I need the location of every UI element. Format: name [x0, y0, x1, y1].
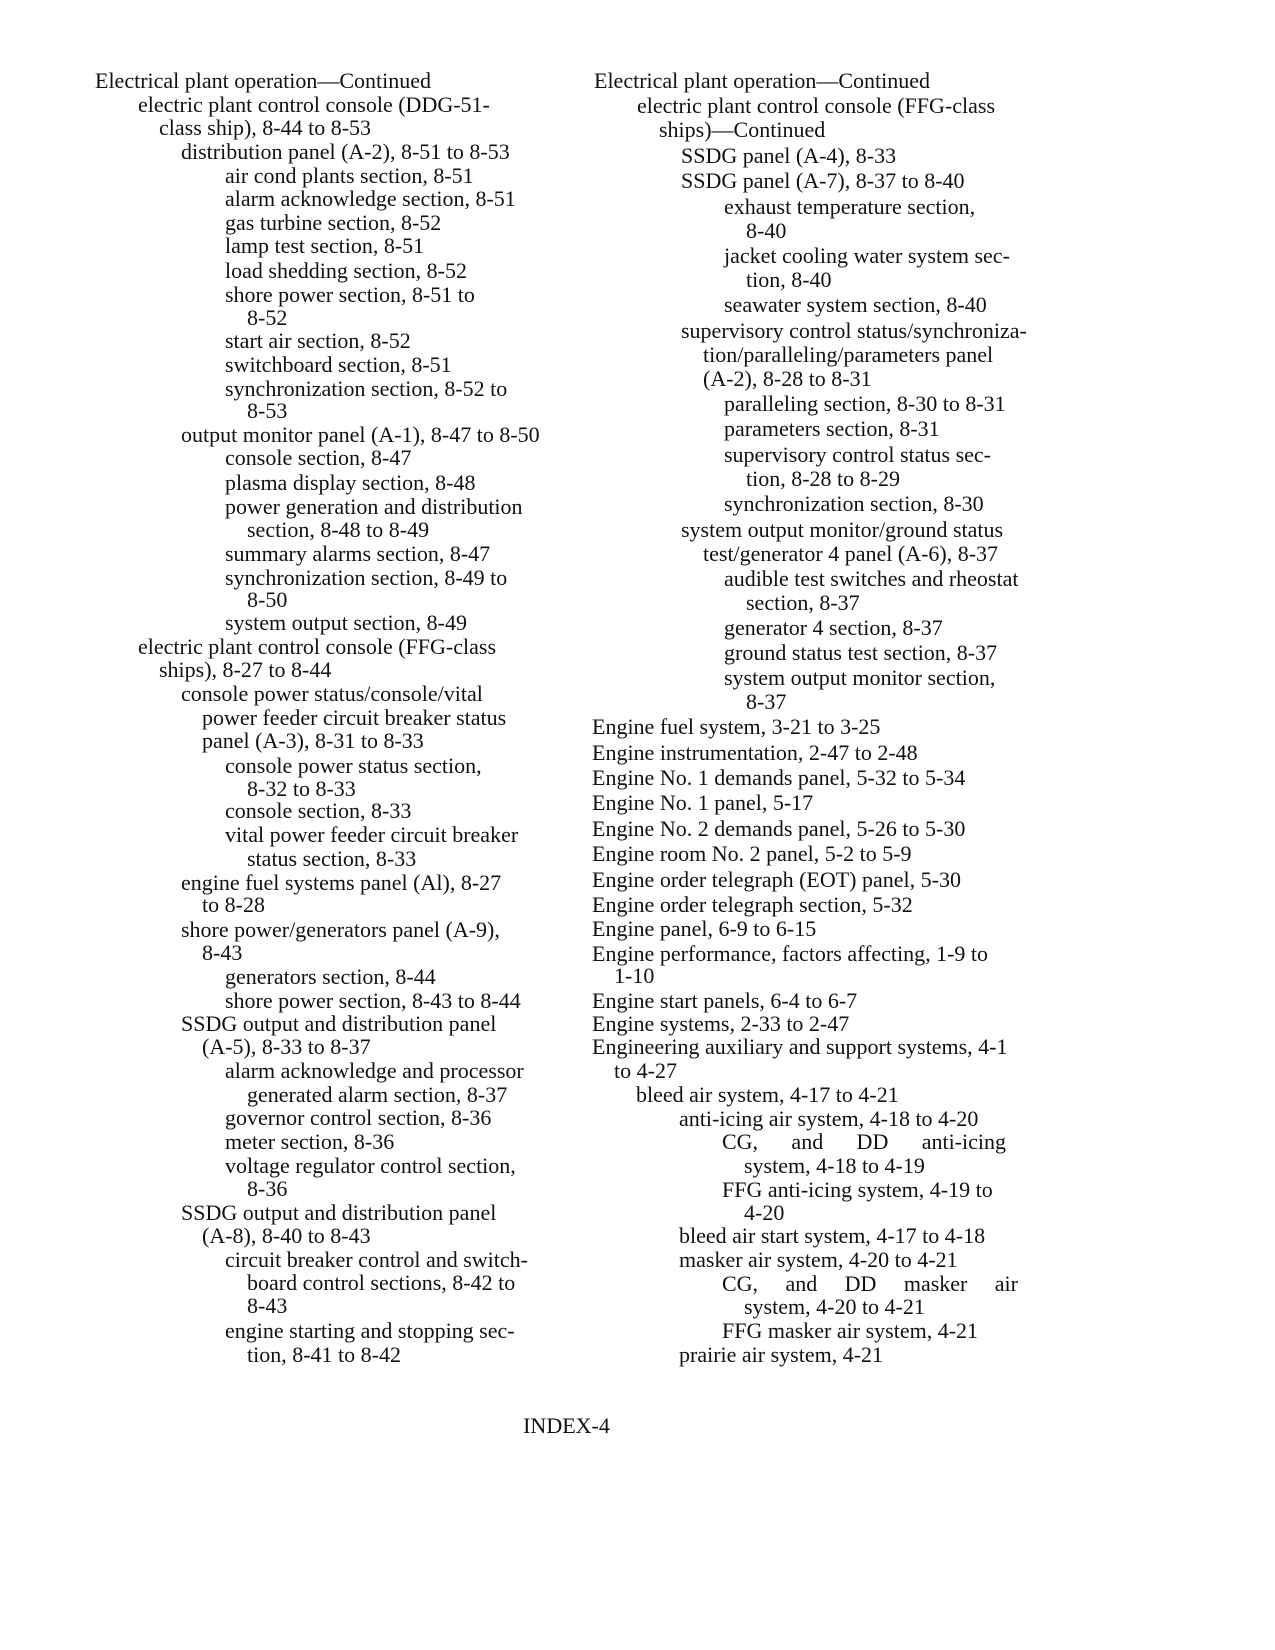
index-entry: jacket cooling water system sec-: [724, 243, 1010, 268]
index-entry: 8-53: [247, 398, 288, 423]
index-entry: class ship), 8-44 to 8-53: [159, 115, 372, 140]
index-entry: section, 8-37: [746, 590, 860, 615]
index-entry: start air section, 8-52: [225, 328, 411, 353]
index-entry: ships), 8-27 to 8-44: [159, 657, 332, 682]
index-entry: tion, 8-28 to 8-29: [746, 466, 900, 491]
index-entry: (A-8), 8-40 to 8-43: [202, 1223, 371, 1248]
index-entry: masker air system, 4-20 to 4-21: [679, 1247, 958, 1272]
index-entry: SSDG panel (A-4), 8-33: [681, 143, 897, 168]
index-entry: system output monitor/ground status: [681, 517, 1004, 542]
index-entry: panel (A-3), 8-31 to 8-33: [202, 728, 424, 753]
index-entry: (A-2), 8-28 to 8-31: [703, 366, 872, 391]
index-entry: governor control section, 8-36: [225, 1105, 492, 1130]
index-entry: lamp test section, 8-51: [225, 233, 425, 258]
index-entry: electric plant control console (DDG-51-: [138, 92, 490, 117]
index-entry: 8-32 to 8-33: [247, 776, 356, 801]
index-entry: power feeder circuit breaker status: [202, 705, 507, 730]
index-entry: console section, 8-33: [225, 798, 412, 823]
index-entry: console section, 8-47: [225, 445, 412, 470]
page-number: INDEX-4: [523, 1413, 610, 1438]
index-entry: Engineering auxiliary and support systems, 4-1: [592, 1034, 1008, 1059]
index-entry: paralleling section, 8-30 to 8-31: [724, 391, 1006, 416]
index-entry: electric plant control console (FFG-class: [637, 93, 996, 118]
index-entry: synchronization section, 8-52 to: [225, 376, 508, 401]
index-entry: system, 4-20 to 4-21: [744, 1294, 925, 1319]
index-entry: bleed air start system, 4-17 to 4-18: [679, 1223, 986, 1248]
index-entry: FFG anti-icing system, 4-19 to: [722, 1177, 993, 1202]
index-entry: generators section, 8-44: [225, 964, 436, 989]
index-entry: generator 4 section, 8-37: [724, 615, 943, 640]
index-entry: plasma display section, 8-48: [225, 470, 476, 495]
index-entry: Engine No. 1 panel, 5-17: [592, 790, 814, 815]
index-entry: tion, 8-41 to 8-42: [247, 1342, 401, 1367]
index-entry: output monitor panel (A-1), 8-47 to 8-50: [181, 422, 540, 447]
index-entry: 1-10: [614, 963, 655, 988]
index-entry: parameters section, 8-31: [724, 416, 940, 441]
index-entry: to 8-28: [202, 892, 265, 917]
index-entry: anti-icing air system, 4-18 to 4-20: [679, 1106, 979, 1131]
index-entry: audible test switches and rheostat: [724, 566, 1019, 591]
index-entry: Engine No. 2 demands panel, 5-26 to 5-30: [592, 816, 966, 841]
index-entry: FFG masker air system, 4-21: [722, 1318, 979, 1343]
index-entry: ground status test section, 8-37: [724, 640, 998, 665]
index-entry: Electrical plant operation—Continued: [594, 68, 931, 93]
index-entry: tion, 8-40: [746, 267, 832, 292]
index-entry: test/generator 4 panel (A-6), 8-37: [703, 541, 999, 566]
index-entry: tion/paralleling/parameters panel: [703, 342, 994, 367]
index-entry: Engine start panels, 6-4 to 6-7: [592, 988, 858, 1013]
index-entry: Electrical plant operation—Continued: [95, 68, 432, 93]
index-entry: status section, 8-33: [247, 846, 417, 871]
index-entry: meter section, 8-36: [225, 1129, 395, 1154]
index-entry: 8-40: [746, 218, 787, 243]
index-entry: to 4-27: [614, 1058, 677, 1083]
index-entry: Engine order telegraph section, 5-32: [592, 892, 913, 917]
index-entry: electric plant control console (FFG-class: [138, 634, 497, 659]
index-entry: 8-43: [202, 940, 243, 965]
index-entry: synchronization section, 8-49 to: [225, 565, 508, 590]
index-entry: Engine fuel system, 3-21 to 3-25: [592, 714, 881, 739]
index-entry: 8-36: [247, 1176, 288, 1201]
index-entry: Engine order telegraph (EOT) panel, 5-30: [592, 867, 961, 892]
index-entry: Engine room No. 2 panel, 5-2 to 5-9: [592, 841, 912, 866]
index-entry: bleed air system, 4-17 to 4-21: [636, 1082, 899, 1107]
index-entry: engine starting and stopping sec-: [225, 1318, 515, 1343]
index-entry: CG, and DD masker air: [722, 1271, 1018, 1296]
index-entry: alarm acknowledge and processor: [225, 1058, 524, 1083]
index-entry: gas turbine section, 8-52: [225, 210, 442, 235]
index-entry: generated alarm section, 8-37: [247, 1082, 508, 1107]
index-entry: summary alarms section, 8-47: [225, 541, 491, 566]
index-entry: switchboard section, 8-51: [225, 352, 452, 377]
index-entry: console power status section,: [225, 753, 482, 778]
index-entry: shore power section, 8-43 to 8-44: [225, 988, 521, 1013]
index-entry: 8-52: [247, 305, 288, 330]
index-entry: system, 4-18 to 4-19: [744, 1153, 925, 1178]
index-entry: supervisory control status sec-: [724, 442, 991, 467]
index-entry: 8-37: [746, 689, 787, 714]
index-entry: console power status/console/vital: [181, 681, 483, 706]
index-entry: section, 8-48 to 8-49: [247, 517, 430, 542]
index-entry: Engine No. 1 demands panel, 5-32 to 5-34: [592, 765, 966, 790]
index-entry: synchronization section, 8-30: [724, 491, 984, 516]
index-entry: engine fuel systems panel (Al), 8-27: [181, 870, 502, 895]
index-entry: distribution panel (A-2), 8-51 to 8-53: [181, 139, 510, 164]
index-entry: CG, and DD anti-icing: [722, 1129, 1006, 1154]
index-entry: SSDG output and distribution panel: [181, 1011, 497, 1036]
index-entry: shore power section, 8-51 to: [225, 282, 475, 307]
index-entry: alarm acknowledge section, 8-51: [225, 186, 516, 211]
index-entry: power generation and distribution: [225, 494, 523, 519]
index-entry: exhaust temperature section,: [724, 194, 976, 219]
index-entry: ships)—Continued: [659, 117, 826, 142]
index-entry: air cond plants section, 8-51: [225, 163, 474, 188]
index-entry: system output monitor section,: [724, 665, 996, 690]
index-entry: system output section, 8-49: [225, 610, 467, 635]
index-entry: Engine panel, 6-9 to 6-15: [592, 916, 817, 941]
index-entry: vital power feeder circuit breaker: [225, 822, 519, 847]
index-entry: board control sections, 8-42 to: [247, 1270, 516, 1295]
index-entry: SSDG output and distribution panel: [181, 1200, 497, 1225]
index-entry: supervisory control status/synchroniza-: [681, 318, 1027, 343]
index-entry: 4-20: [744, 1200, 785, 1225]
index-entry: load shedding section, 8-52: [225, 258, 467, 283]
index-entry: voltage regulator control section,: [225, 1153, 516, 1178]
index-entry: circuit breaker control and switch-: [225, 1247, 528, 1272]
index-entry: Engine systems, 2-33 to 2-47: [592, 1011, 850, 1036]
index-entry: shore power/generators panel (A-9),: [181, 917, 500, 942]
index-entry: Engine performance, factors affecting, 1-9 to: [592, 941, 989, 966]
index-entry: 8-50: [247, 587, 288, 612]
index-entry: SSDG panel (A-7), 8-37 to 8-40: [681, 168, 965, 193]
index-entry: prairie air system, 4-21: [679, 1342, 884, 1367]
index-entry: 8-43: [247, 1293, 288, 1318]
index-entry: (A-5), 8-33 to 8-37: [202, 1034, 371, 1059]
index-entry: Engine instrumentation, 2-47 to 2-48: [592, 740, 918, 765]
index-entry: seawater system section, 8-40: [724, 292, 987, 317]
